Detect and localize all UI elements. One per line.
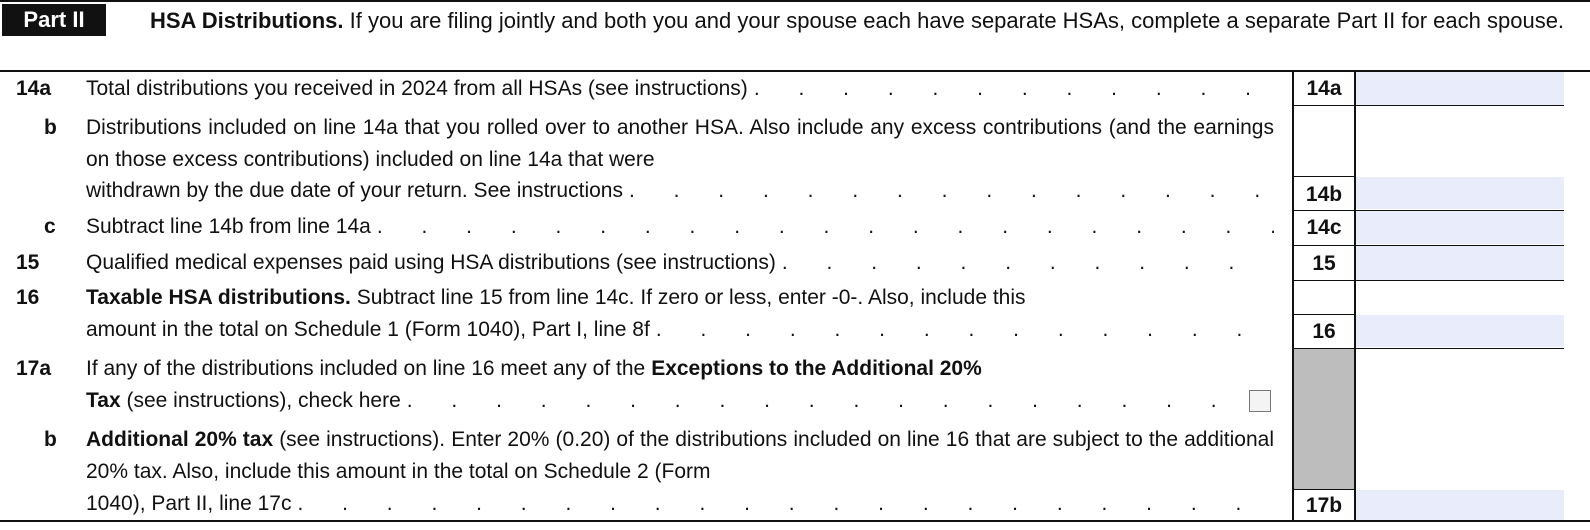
dot-leader (291, 488, 1274, 520)
bottom-rule (0, 520, 1590, 522)
line-14b-label-last: withdrawn by the due date of your return. See instructions (86, 179, 623, 202)
shaded-cell-17a (1294, 349, 1354, 490)
line-15-label: Qualified medical expenses paid using HSA distributions (see instructions) (86, 251, 776, 274)
row-sep (1294, 280, 1564, 281)
line-14a-label: Total distributions you received in 2024 from all HSAs (see instructions) (86, 77, 748, 100)
line-17b-bold: Additional 20% tax (86, 428, 274, 451)
line-16-text (86, 282, 1274, 314)
line-17a-bold-tax: Tax (86, 389, 121, 412)
line-number-14a: 14a (16, 77, 52, 100)
row-sep (1294, 314, 1354, 315)
line-17a-bold: Exceptions to the Additional 20% (651, 357, 982, 380)
amount-input-15[interactable] (1356, 246, 1564, 280)
dot-leader (748, 73, 1274, 105)
line-14b-text: Distributions included on line 14a that you rolled over to another HSA. Also include any excess contributions (and the earnings on those excess contributions) included on line 14a that were (86, 116, 1274, 171)
line-17b-label-last: 1040), Part II, line 17c (86, 492, 292, 515)
part-title (150, 5, 1570, 37)
line-17a-text (86, 353, 1274, 385)
line-number-16: 16 (16, 286, 40, 309)
row-sep (1294, 489, 1354, 490)
amount-column-left-border (1354, 70, 1356, 521)
amount-input-17b[interactable] (1356, 490, 1564, 520)
amount-input-14c[interactable] (1356, 211, 1564, 244)
dot-leader (623, 175, 1274, 207)
top-rule (0, 0, 1590, 2)
line-14b-last (86, 175, 1274, 207)
line-number-15: 15 (16, 251, 40, 274)
box-label-14b: 14b (1305, 183, 1343, 206)
line-17b-last (86, 488, 1274, 520)
box-label-17b: 17b (1305, 494, 1343, 517)
box-label-15: 15 (1312, 252, 1336, 275)
line-17a-label: If any of the distributions included on line 16 meet any of the (86, 357, 646, 380)
amount-input-14a[interactable] (1356, 72, 1564, 105)
dot-leader (776, 247, 1274, 279)
part-label: Part II (2, 4, 106, 36)
line-14c-text (86, 211, 1274, 243)
line-number-17b: b (44, 428, 57, 451)
row-sep (1294, 176, 1354, 177)
row-sep (1294, 105, 1564, 106)
line-number-17a: 17a (16, 357, 52, 380)
row-sep (1294, 210, 1564, 211)
dot-leader (371, 211, 1274, 243)
line-17b-text (86, 424, 1274, 488)
line-17a-label-last: (see instructions), check here (120, 389, 401, 412)
line-15-text (86, 247, 1274, 279)
dot-leader (650, 314, 1274, 346)
dot-leader (401, 385, 1242, 417)
exceptions-checkbox[interactable] (1249, 390, 1271, 412)
box-label-16: 16 (1312, 320, 1336, 343)
part-title-bold: HSA Distributions. (150, 8, 344, 33)
line-17b-label: (see instructions). Enter 20% (0.20) of the distributions included on line 16 that are subject to the additional 20% tax. Also, include this amount in the total on Schedule 2 (Form (86, 428, 1274, 483)
amount-input-14b[interactable] (1356, 177, 1564, 209)
line-number-14c: c (44, 215, 56, 238)
part-title-text: If you are filing jointly and both you and your spouse each have separate HSAs, complete a separate Part II for each spouse. (343, 8, 1565, 33)
row-sep (1294, 245, 1564, 246)
line-16-bold: Taxable HSA distributions. (86, 286, 351, 309)
line-16-label-last: amount in the total on Schedule 1 (Form 1040), Part I, line 8f (86, 318, 650, 341)
line-16-last (86, 314, 1274, 346)
row-sep (1294, 348, 1564, 349)
line-17a-last (86, 385, 1242, 417)
amount-input-16[interactable] (1356, 315, 1564, 347)
line-14a-text (86, 73, 1274, 105)
box-label-14a: 14a (1306, 77, 1342, 100)
line-16-label: Subtract line 15 from line 14c. If zero or less, enter -0-. Also, include this (350, 286, 1026, 309)
line-number-14b: b (44, 116, 57, 139)
section-rule (0, 70, 1590, 72)
line-14c-label: Subtract line 14b from line 14a (86, 215, 371, 238)
box-label-14c: 14c (1306, 216, 1342, 239)
